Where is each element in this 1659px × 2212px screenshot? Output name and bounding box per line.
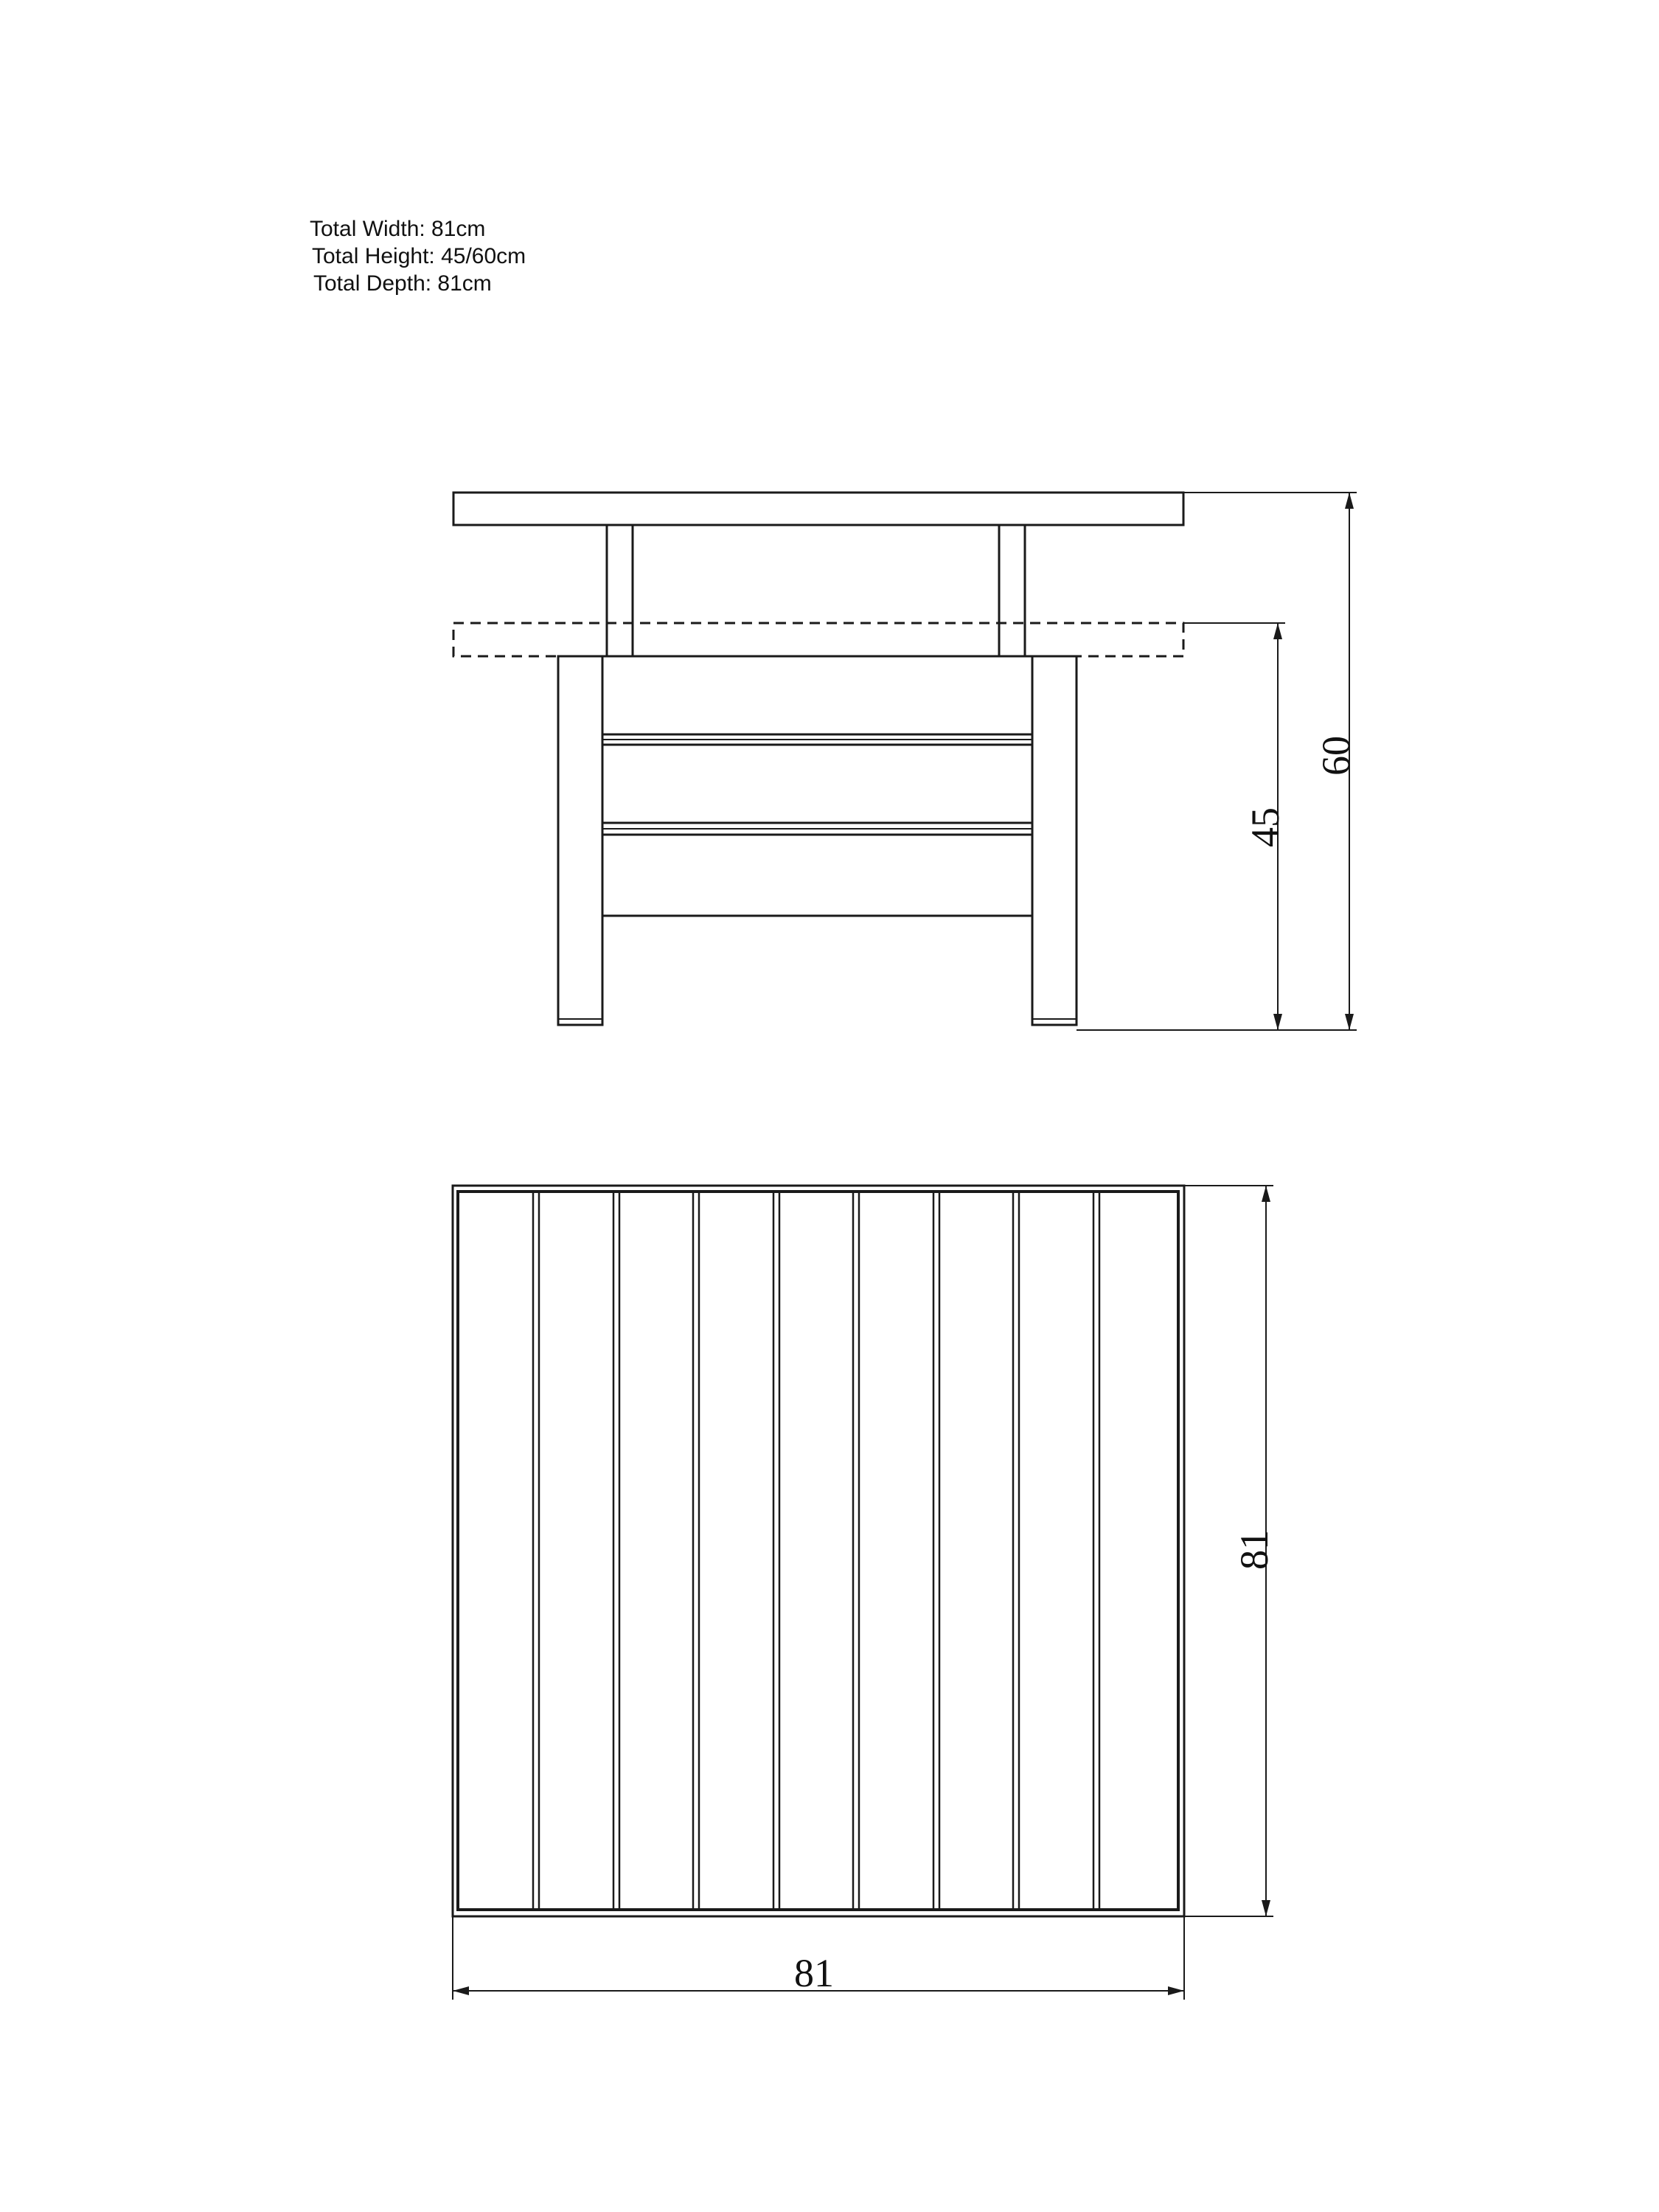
dimension-width-81-label: 81	[794, 1951, 834, 1995]
top-outer-frame	[453, 1186, 1184, 1916]
top-inner-frame	[458, 1192, 1178, 1910]
right-leg	[1032, 656, 1077, 1025]
slat-divider-lines	[533, 1192, 1099, 1910]
total-height-text: Total Height: 45/60cm	[312, 244, 526, 268]
dimension-depth-81-label: 81	[1232, 1530, 1276, 1570]
front-board-3	[602, 835, 1032, 916]
total-depth-text: Total Depth: 81cm	[313, 271, 492, 296]
dimension-60-label: 60	[1314, 736, 1358, 776]
front-board-1	[602, 656, 1032, 734]
total-width-text: Total Width: 81cm	[310, 217, 486, 241]
top-view	[453, 1186, 1184, 1916]
left-leg	[558, 656, 602, 1025]
front-elevation	[453, 493, 1183, 1025]
front-board-2	[602, 745, 1032, 823]
right-lift-support	[999, 525, 1025, 656]
dimension-45-label: 45	[1243, 807, 1287, 847]
lowered-tabletop-dashed	[453, 623, 1183, 656]
left-lift-support	[607, 525, 633, 656]
raised-tabletop	[453, 493, 1183, 525]
